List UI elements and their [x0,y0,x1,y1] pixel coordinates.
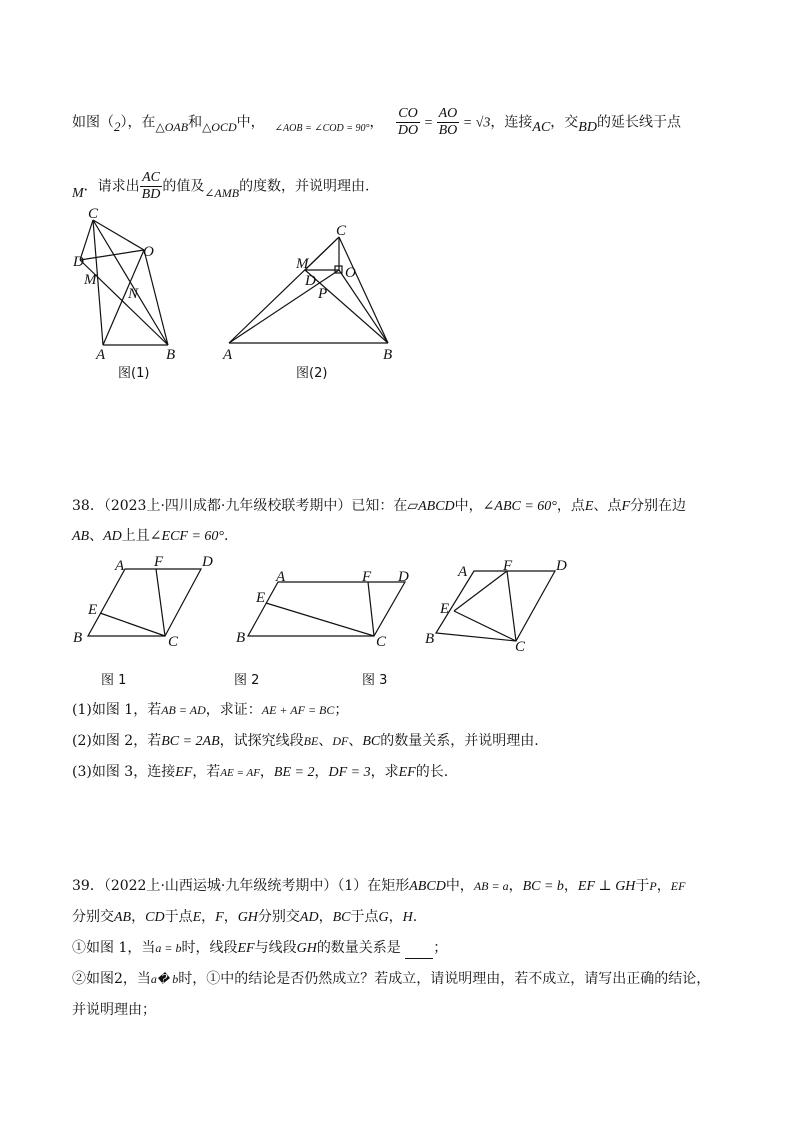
text: 于 [635,878,650,894]
perpendicular: EF ⊥ GH [577,879,636,894]
segment-ac: AC [532,119,551,135]
fig-ref: 2 [114,118,121,134]
p39-case-2-cont [72,1000,156,1020]
fig2-f: F [362,569,372,585]
fig1-a: A [115,558,125,574]
fig2-b: B [236,630,246,646]
fig2-d: D [398,569,409,585]
text: 中， [454,498,483,514]
label-a: A [96,347,106,363]
condition: a = b [155,941,182,955]
text: 的数量关系是 [316,940,401,956]
segment-be: BE [303,734,319,748]
condition: AB = AD [161,703,206,717]
angle-amb: ∠AMB [204,185,240,200]
text: 上且 [121,528,150,544]
text: 与线段 [254,940,297,956]
fig1-d: D [202,554,213,570]
caption-38-2: 图 2 [234,673,260,688]
segment-df: DF [332,734,349,748]
point-p: P [649,879,657,893]
text: ， [314,764,329,780]
point-m: M [72,185,84,201]
label-o: O [143,244,154,260]
fig1-b: B [73,630,83,646]
p39-case-2 [72,969,710,989]
label-d: D [73,254,84,270]
fig1-e: E [88,602,98,618]
fig2-c: C [376,634,387,650]
bc-value: BC = b [522,879,564,894]
fig1-f: F [154,554,164,570]
angle-ecf: ∠ECF = 60° [149,529,224,544]
numerator: AC [140,170,163,187]
fig3-b: B [425,631,435,647]
fig3-c: C [515,639,526,655]
text: ， [563,878,578,894]
equals: = [420,115,437,131]
rectangle: ABCD [409,879,446,894]
text: ．请求出 [83,178,140,195]
text: ， [388,909,403,925]
text: 、 [348,733,363,749]
p38-q3 [72,762,448,783]
caption-fig1: 图(1) [118,366,150,381]
ab-value: AB = a [473,879,509,893]
text: ， [223,909,238,925]
text: 的值及 [162,178,205,195]
label-p2: P [318,286,328,302]
sqrt3: = √3 [459,115,491,131]
fig2-a: A [276,569,286,585]
segment-ef: EF [398,765,416,780]
condition: BC = 2AB [161,734,220,749]
label-m: M [84,272,97,288]
segment-gh: GH [237,910,258,925]
parallelogram: ▱ABCD [407,499,455,514]
label-a2: A [223,347,233,363]
label-b2: B [383,347,393,363]
p39-case-1 [72,938,447,959]
fig2-e: E [256,590,266,606]
triangle-oab: △OAB [155,119,189,134]
p38-q1 [72,700,348,720]
text: 的度数，并说明理由. [239,178,370,195]
text: ， [508,878,523,894]
segment-bc: BC [362,734,381,749]
text: ，连接 [490,114,533,131]
numerator: CO [396,106,420,123]
text: 的数量关系，并说明理由. [380,733,539,749]
text: ，交 [550,114,579,131]
text: 和 [188,114,203,131]
text: ），在 [120,114,156,131]
condition: AE = AF [220,767,260,779]
text: 的长. [415,764,449,780]
point-f: F [621,499,631,514]
segment-ab: AB [114,910,132,925]
text: (2)如图 2，若 [72,733,162,749]
text: ， [656,878,671,894]
text: 分别交 [257,909,300,925]
p38-q2 [72,731,539,752]
text: ， [131,909,146,925]
fig3-a: A [458,564,468,580]
caption-fig2: 图(2) [296,366,328,381]
text: 时，线段 [181,940,238,956]
label-m2: M [296,256,309,272]
text: 、 [318,733,333,749]
text: . [224,528,229,544]
label-c: C [88,206,99,222]
text: 中， [445,878,474,894]
text: . [412,909,418,925]
angle-abc: ∠ABC = 60° [482,499,557,514]
answer-blank[interactable] [405,944,433,959]
text: ； [433,940,448,956]
segment-bd: BD [578,119,597,135]
segment-ab: AB [72,529,90,544]
denominator: DO [397,123,419,138]
angle-condition: ∠AOB = ∠COD = 90° [274,122,370,134]
condition: a� b [150,972,179,986]
text: (3)如图 3，连接 [72,764,176,780]
segment-gh: GH [296,941,317,956]
segment-cd: CD [145,910,165,925]
denominator: BO [438,123,458,138]
text: 并说明理由； [72,1002,156,1018]
text: 的延长线于点 [596,114,681,131]
text: 时，①中的结论是否仍然成立？若成立，请说明理由，若不成立，请写出正确的结论， [178,971,711,987]
caption-38-3: 图 3 [362,673,388,688]
fig3-e: E [440,601,450,617]
text: 分别在边 [630,498,687,514]
triangle-ocd: △OCD [202,119,237,134]
text: 39．（2022上·山西运城·九年级统考期中）（1）在矩形 [72,878,410,894]
p39-line-1 [72,876,685,897]
segment-ef: EF [670,879,686,893]
label-o2: O [345,265,356,281]
point-e: E [584,499,594,514]
be-value: BE = 2 [273,765,315,780]
text: 分别交 [72,909,114,925]
segment-bc: BC [332,910,351,925]
text: 中， [236,114,265,131]
label-b: B [166,347,176,363]
text: ， [369,114,384,131]
text: ，试探究线段 [219,733,304,749]
fig3-d: D [556,558,567,574]
text: ②如图2，当 [72,971,151,987]
fig3-f: F [503,558,513,574]
text: ， [318,909,333,925]
text: 、 [89,528,104,544]
label-n: N [128,286,139,302]
fig1-c: C [168,634,179,650]
segment-ef: EF [237,941,255,956]
text: ，求证： [205,702,262,718]
text: (1)如图 1，若 [72,702,162,718]
text: 如图（ [72,114,114,131]
text: ，若 [192,764,221,780]
caption-38-1: 图 1 [101,673,127,688]
segment-ef: EF [175,765,193,780]
point-f: F [215,910,224,925]
text: 于点 [164,909,193,925]
text: ①如图 1，当 [72,940,156,956]
segment-ad: AD [299,910,319,925]
denominator: BD [141,187,161,202]
text: ，求 [370,764,399,780]
text: 于点 [350,909,379,925]
text: ， [201,909,216,925]
label-d2: D [305,273,316,289]
numerator: AO [438,106,458,121]
point-g: G [378,910,389,925]
text: ，点 [556,498,585,514]
text: ； [334,702,349,718]
text: 38．（2023上·四川成都·九年级校联考期中）已知：在 [72,498,408,514]
p39-line-2 [72,907,417,928]
text: 、点 [593,498,622,514]
point-e: E [192,910,202,925]
equation: AE + AF = BC [261,703,335,717]
text: ， [259,764,274,780]
label-c2: C [336,223,347,239]
df-value: DF = 3 [328,765,371,780]
segment-ad: AD [103,529,122,544]
point-h: H [402,910,413,925]
